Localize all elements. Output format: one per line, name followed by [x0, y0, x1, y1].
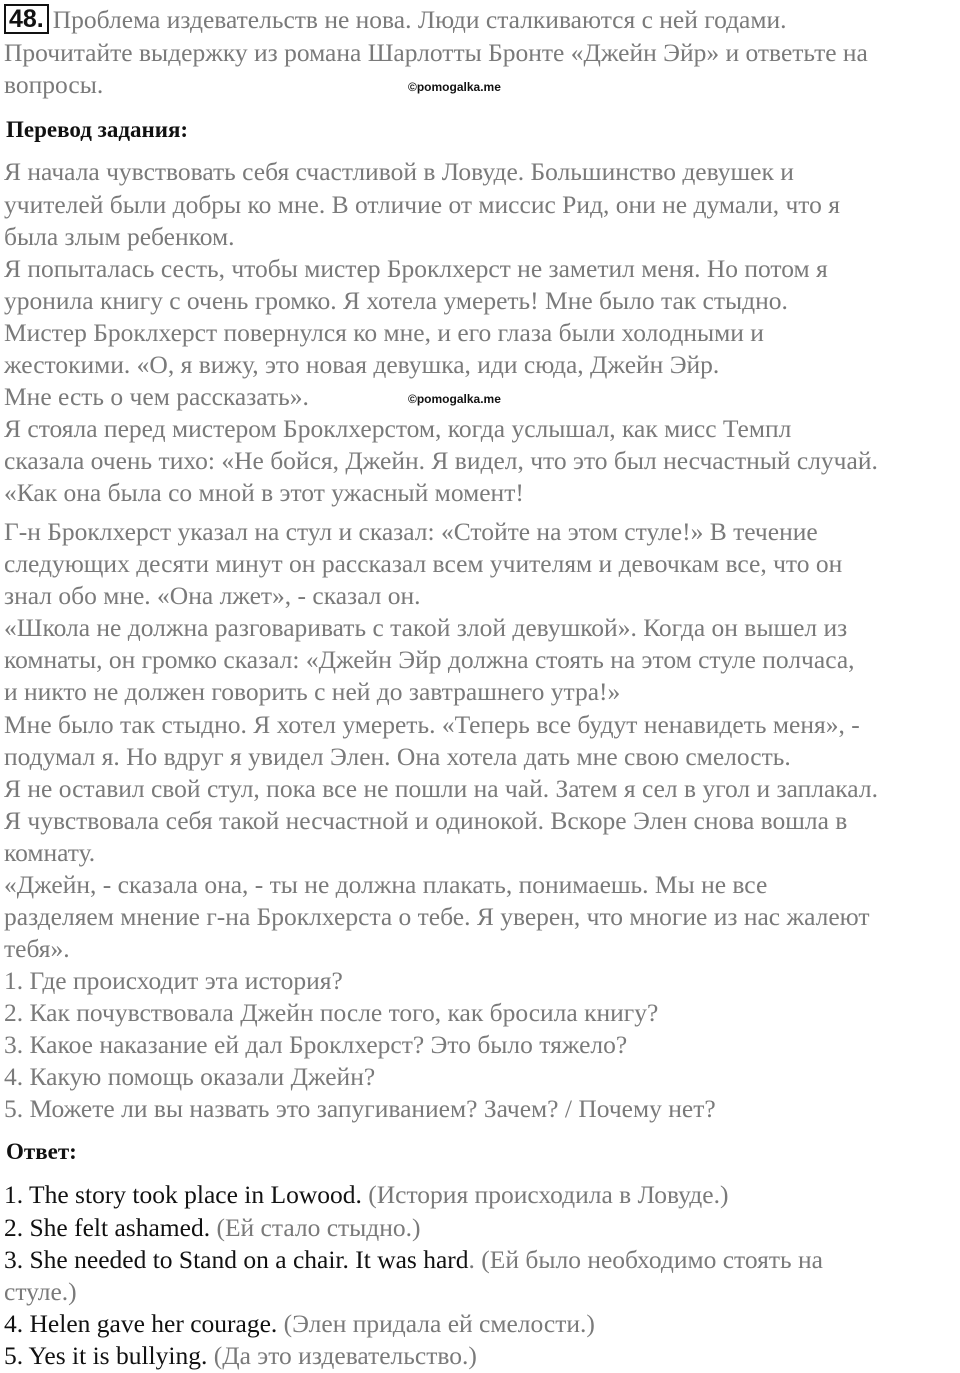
answer-russian: (Элен придала ей смелости.): [277, 1309, 595, 1338]
translation-line: Мистер Броклхерст повернулся ко мне, и его глаза были холодными и: [4, 318, 764, 347]
question-line: 1. Где происходит эта история?: [4, 966, 343, 995]
translation-line: жестокими. «О, я вижу, это новая девушка, иди сюда, Джейн Эйр.: [4, 350, 720, 379]
answer-russian: (Да это издевательство.): [207, 1341, 477, 1370]
answer-russian: (Ей стало стыдно.): [210, 1213, 421, 1242]
answer-line: [4, 1276, 77, 1308]
translation-line: сказала очень тихо: «Не бойся, Джейн. Я видел, что это был несчастный случай.: [4, 446, 878, 475]
answer-russian: стуле.): [4, 1277, 77, 1306]
answer-russian: (История происходила в Ловуде.): [361, 1180, 729, 1209]
watermark: ©pomogalka.me: [408, 80, 501, 94]
translation-line: Я чувствовала себя такой несчастной и одинокой. Вскоре Элен снова вошла в: [4, 806, 848, 835]
exercise-text: Проблема издевательств не нова. Люди сталкиваются с ней годами.: [52, 5, 787, 34]
translation-heading: Перевод задания:: [6, 117, 189, 142]
answer-line: [4, 1308, 595, 1340]
exercise-line: [4, 4, 787, 36]
translation-line: учителей были добры ко мне. В отличие от миссис Рид, они не думали, что я: [4, 190, 840, 219]
translation-line: «Как она была со мной в этот ужасный момент!: [4, 478, 524, 507]
answer-heading: Ответ:: [6, 1139, 77, 1164]
question-line: 4. Какую помощь оказали Джейн?: [4, 1062, 376, 1091]
translation-line: подумал я. Но вдруг я увидел Элен. Она хотела дать мне свою смелость.: [4, 742, 791, 771]
watermark: ©pomogalka.me: [408, 392, 501, 406]
translation-line: и никто не должен говорить с ней до завтрашнего утра!»: [4, 677, 621, 706]
translation-line: комнату.: [4, 838, 96, 867]
translation-line: Мне есть о чем рассказать».: [4, 382, 309, 411]
translation-line: Я не оставил свой стул, пока все не пошли на чай. Затем я сел в угол и заплакал.: [4, 774, 878, 803]
answer-russian: . (Ей было необходимо стоять на: [468, 1245, 823, 1274]
exercise-line: вопросы.: [4, 70, 104, 99]
translation-line: комнаты, он громко сказал: «Джейн Эйр должна стоять на этом стуле полчаса,: [4, 645, 855, 674]
answer-line: [4, 1212, 421, 1244]
answer-line: [4, 1340, 477, 1372]
translation-line: «Джейн, - сказала она, - ты не должна плакать, понимаешь. Мы не все: [4, 870, 768, 899]
answer-line: [4, 1244, 823, 1276]
translation-line: была злым ребенком.: [4, 222, 235, 251]
translation-line: Я начала чувствовать себя счастливой в Ловуде. Большинство девушек и: [4, 157, 794, 186]
exercise-number: 48.: [4, 4, 49, 34]
answer-line: [4, 1179, 728, 1211]
answer-english: 2. She felt ashamed.: [4, 1213, 211, 1242]
question-line: 3. Какое наказание ей дал Броклхерст? Это было тяжело?: [4, 1030, 628, 1059]
translation-line: «Школа не должна разговаривать с такой злой девушкой». Когда он вышел из: [4, 613, 848, 642]
question-line: 5. Можете ли вы назвать это запугиванием? Зачем? / Почему нет?: [4, 1094, 716, 1123]
question-line: 2. Как почувствовала Джейн после того, как бросила книгу?: [4, 998, 659, 1027]
answer-english: 4. Helen gave her courage.: [4, 1309, 278, 1338]
answer-english: 3. She needed to Stand on a chair. It was hard: [4, 1245, 469, 1274]
translation-line: тебя».: [4, 934, 70, 963]
translation-line: следующих десяти минут он рассказал всем учителям и девочкам все, что он: [4, 549, 843, 578]
translation-line: уронила книгу с очень громко. Я хотела умереть! Мне было так стыдно.: [4, 286, 788, 315]
translation-line: Г-н Броклхерст указал на стул и сказал: «Стойте на этом стуле!» В течение: [4, 517, 818, 546]
translation-line: Мне было так стыдно. Я хотел умереть. «Теперь все будут ненавидеть меня», -: [4, 710, 860, 739]
translation-line: Я попыталась сесть, чтобы мистер Броклхерст не заметил меня. Но потом я: [4, 254, 828, 283]
translation-line: знал обо мне. «Она лжет», - сказал он.: [4, 581, 421, 610]
translation-line: разделяем мнение г-на Броклхерста о тебе. Я уверен, что многие из нас жалеют: [4, 902, 870, 931]
answer-english: 1. The story took place in Lowood.: [4, 1180, 362, 1209]
exercise-line: Прочитайте выдержку из романа Шарлотты Бронте «Джейн Эйр» и ответьте на: [4, 38, 868, 67]
translation-line: Я стояла перед мистером Броклхерстом, когда услышал, как мисс Темпл: [4, 414, 792, 443]
answer-english: 5. Yes it is bullying.: [4, 1341, 208, 1370]
